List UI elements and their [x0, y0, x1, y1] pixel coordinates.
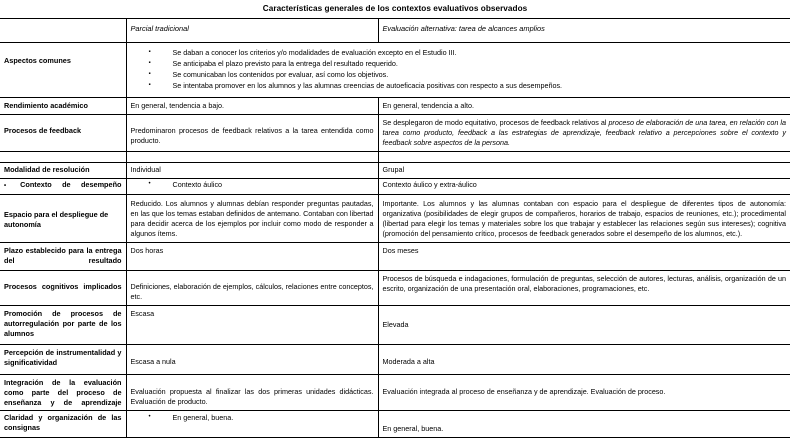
row-right-procesos-de-feedback [378, 114, 790, 151]
list-item: ▪ Se comunicaban los contenidos por evaluar, así como los objetivos. [148, 70, 389, 80]
row-mid-contexto-de-desempeno [126, 178, 378, 194]
table-row [0, 374, 790, 410]
row-label-modalidad-de-resolucion: Modalidad de resolución [0, 162, 126, 178]
row-mid-percepcion-instrumentalidad: Escasa a nula [126, 344, 378, 374]
row-label-espacio-autonomia: Espacio para el despliegue de autonomía [0, 194, 126, 242]
list-item: ▪ Se daban a conocer los criterios y/o modalidades de evaluación excepto en el Estudio III. [148, 48, 457, 58]
round-bullet-icon: • [4, 182, 7, 189]
table-row [0, 305, 790, 344]
row-mid-promocion-autorregulacion: Escasa [126, 305, 378, 344]
table-row [0, 97, 790, 114]
square-bullet-icon: ▪ [148, 82, 151, 89]
row-label-rendimiento-academico: Rendimiento académico [0, 97, 126, 114]
table-row [0, 43, 790, 98]
row-label-plazo-establecido: Plazo establecido para la entrega del resultado [0, 242, 126, 270]
list-item: ▪ Se intentaba promover en los alumnos y las alumnas creencias de autoeficacia positivas con respecto a sus desempeños. [148, 81, 563, 91]
row-label-aspectos-comunes: Aspectos comunes [0, 43, 126, 98]
table-row [0, 270, 790, 305]
row-label-promocion-autorregulacion: Promoción de procesos de autorregulación por parte de los alumnos [0, 305, 126, 344]
row-right-integracion-evaluacion: Evaluación integrada al proceso de enseñanza y de aprendizaje. Evaluación de proceso. [378, 374, 790, 410]
row-mid-procesos-cognitivos: Definiciones, elaboración de ejemplos, cálculos, relaciones entre conceptos, etc. [126, 270, 378, 305]
row-right-rendimiento-academico: En general, tendencia a alto. [378, 97, 790, 114]
characteristics-table [0, 18, 790, 438]
row-right-modalidad-de-resolucion: Grupal [378, 162, 790, 178]
row-mid-espacio-autonomia: Reducido. Los alumnos y alumnas debían responder preguntas pautadas, en las que los temas estaban definidos de antemano. Contaban con libertad para decidir acerca de los ejemplos por incluir como modo de responder a algunos ítems. [126, 194, 378, 242]
row-mid-rendimiento-academico: En general, tendencia a bajo. [126, 97, 378, 114]
header-col-alternativa: Evaluación alternativa: tarea de alcances amplios [378, 19, 790, 43]
square-bullet-icon: ▪ [148, 49, 151, 56]
bullet-list [131, 47, 787, 92]
feedback-text-italic: proceso de elaboración de una tarea, en relación con la tarea como producto, feedback a las estrategias de aprendizaje, feedback relativo a percepciones sobre el contexto y feedback sobre aspectos de la persona. [382, 117, 787, 147]
row-right-procesos-cognitivos: Procesos de búsqueda e indagaciones, formulación de preguntas, selección de autores, lecturas, análisis, organización de un escrito, organización de una presentación oral, elaboraciones, programaciones, etc. [378, 270, 790, 305]
row-mid-procesos-de-feedback: Predominaron procesos de feedback relativos a la tarea entendida como producto. [126, 114, 378, 151]
table-row [0, 114, 790, 151]
feedback-text-plain: Se desplegaron de modo equitativo, procesos de feedback relativos al [382, 117, 609, 127]
round-bullet-icon: • [148, 414, 151, 421]
header-label-cell [0, 19, 126, 43]
list-item: ▪ Se anticipaba el plazo previsto para la entrega del resultado requerido. [148, 59, 398, 69]
row-right-percepcion-instrumentalidad: Moderada a alta [378, 344, 790, 374]
mid-bullet-wrap: • Contexto áulico [148, 179, 223, 189]
row-right-espacio-autonomia: Importante. Los alumnos y las alumnas contaban con espacio para el despliegue de diferentes tipos de autonomía: organizativa (posibilidades de elegir grupos de compañeros, horarios de trabajo, espacios de reuniones, etc.); procedimental (libertad para elegir los temas y materiales sobre los que trabajar y establecer las relaciones según sus intereses); cognitiva (promoción del pensamiento crítico, procesos de feedback generados sobre el desempeño de los alumnos, etc.). [378, 194, 790, 242]
table-header-row [0, 19, 790, 43]
header-col-parcial: Parcial tradicional [126, 19, 378, 43]
row-label-procesos-cognitivos: Procesos cognitivos implicados [0, 270, 126, 305]
mid-bullet-wrap: • En general, buena. [148, 413, 234, 423]
table-row [0, 242, 790, 270]
spacer-label [0, 151, 126, 162]
table-row [0, 411, 790, 438]
row-label-procesos-de-feedback: Procesos de feedback [0, 114, 126, 151]
label-bullet-wrap: • Contexto de desempeño [4, 179, 122, 189]
row-label-integracion-evaluacion: Integración de la evaluación como parte del proceso de enseñanza y de aprendizaje [0, 374, 126, 410]
table-row [0, 178, 790, 194]
table-spacer-row [0, 151, 790, 162]
page-title: Características generales de los contextos evaluativos observados [262, 4, 528, 13]
row-label-percepcion-instrumentalidad: Percepción de instrumentalidad y significatividad [0, 344, 126, 374]
row-label-claridad-consignas: Claridad y organización de las consignas [0, 411, 126, 438]
spacer-right [378, 151, 790, 162]
row-right-contexto-de-desempeno: Contexto áulico y extra-áulico [378, 178, 790, 194]
square-bullet-icon: ▪ [148, 71, 151, 78]
spacer-mid [126, 151, 378, 162]
table-row [0, 194, 790, 242]
row-right-claridad-consignas: En general, buena. [378, 411, 790, 438]
row-right-plazo-establecido: Dos meses [378, 242, 790, 270]
table-row [0, 162, 790, 178]
row-mid-claridad-consignas [126, 411, 378, 438]
row-content-aspectos-comunes [126, 43, 790, 98]
row-mid-plazo-establecido: Dos horas [126, 242, 378, 270]
row-mid-integracion-evaluacion: Evaluación propuesta al finalizar las dos primeras unidades didácticas. Evaluación de producto. [126, 374, 378, 410]
round-bullet-icon: • [148, 180, 151, 187]
row-mid-modalidad-de-resolucion: Individual [126, 162, 378, 178]
row-label-contexto-de-desempeno [0, 178, 126, 194]
square-bullet-icon: ▪ [148, 60, 151, 67]
table-row [0, 344, 790, 374]
row-right-promocion-autorregulacion: Elevada [378, 305, 790, 344]
